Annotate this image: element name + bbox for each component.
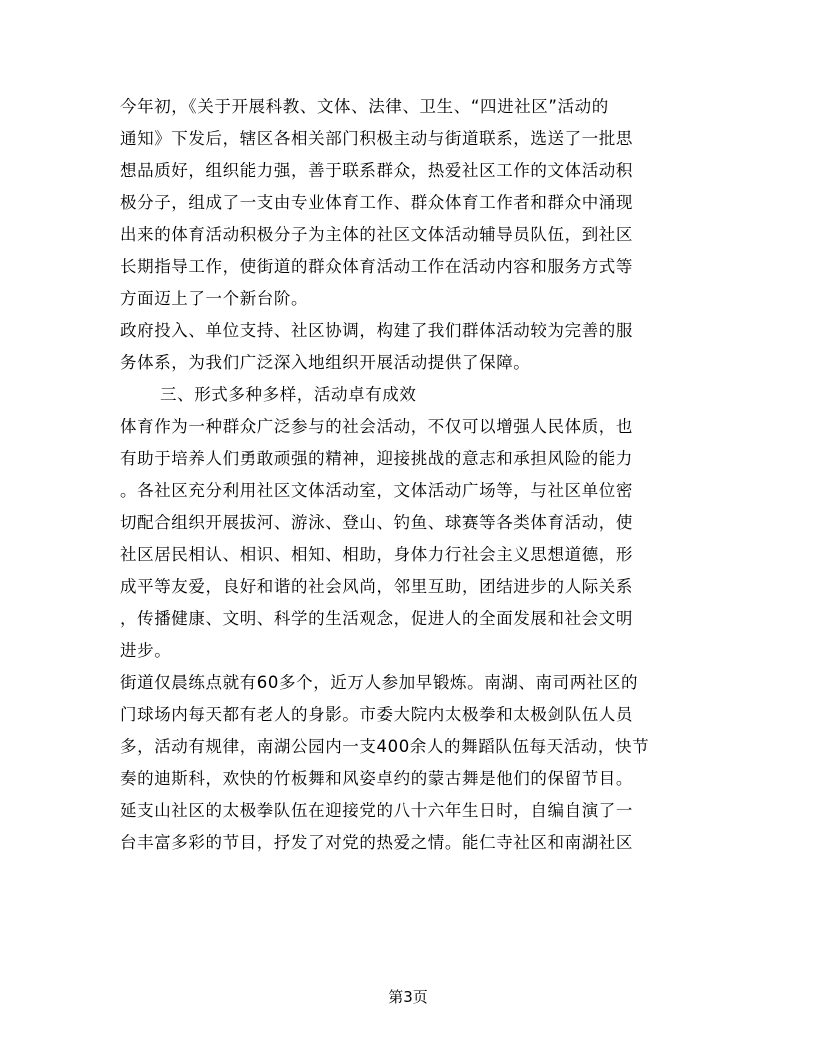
text-line: 有助于培养人们勇敢顽强的精神，迎接挑战的意志和承担风险的能力: [120, 449, 633, 468]
text-line: 政府投入、单位支持、社区协调，构建了我们群体活动较为完善的服: [120, 321, 633, 340]
text-line: 想品质好，组织能力强，善于联系群众，热爱社区工作的文体活动积: [120, 161, 633, 180]
text-line: 社区居民相认、相识、相知、相助，身体力行社会主义思想道德，形: [120, 545, 633, 564]
text-line: 延支山社区的太极拳队伍在迎接党的八十六年生日时，自编自演了一: [120, 801, 633, 820]
section-heading: 三、形式多种多样，活动卓有成效: [160, 385, 417, 404]
text-line: 通知》下发后，辖区各相关部门积极主动与街道联系，选送了一批思: [120, 129, 633, 148]
text-line: 多，活动有规律，南湖公园内一支400余人的舞蹈队伍每天活动，快节: [120, 737, 650, 756]
text-line: 奏的迪斯科，欢快的竹板舞和风姿卓约的蒙古舞是他们的保留节目。: [120, 769, 633, 788]
text-line: 。各社区充分利用社区文体活动室，文体活动广场等，与社区单位密: [120, 481, 633, 500]
paragraph-3: [120, 411, 692, 667]
text-line: 方面迈上了一个新台阶。: [120, 289, 309, 308]
text-line: ，传播健康、文明、科学的生活观念，促进人的全面发展和社会文明: [120, 609, 633, 628]
text-line: 台丰富多彩的节目，抒发了对党的热爱之情。能仁寺社区和南湖社区: [120, 833, 633, 852]
text-line: 街道仅晨练点就有60多个，近万人参加早锻炼。南湖、南司两社区的: [120, 673, 639, 692]
text-line: 长期指导工作，使街道的群众体育活动工作在活动内容和服务方式等: [120, 257, 633, 276]
text-line: 极分子，组成了一支由专业体育工作、群众体育工作者和群众中涌现: [120, 193, 633, 212]
text-line: 务体系，为我们广泛深入地组织开展活动提供了保障。: [120, 353, 531, 372]
text-line: 出来的体育活动积极分子为主体的社区文体活动辅导员队伍，到社区: [120, 225, 633, 244]
text-line: 成平等友爱，良好和谐的社会风尚，邻里互助，团结进步的人际关系: [120, 577, 633, 596]
paragraph-1: [120, 91, 692, 315]
text-line: 切配合组织开展拔河、游泳、登山、钓鱼、球赛等各类体育活动，使: [120, 513, 633, 532]
text-line: 门球场内每天都有老人的身影。市委大院内太极拳和太极剑队伍人员: [120, 705, 633, 724]
text-line: 进步。: [120, 641, 172, 660]
document-body: [120, 91, 692, 859]
page-number: 第3页: [388, 988, 428, 1006]
text-line: 今年初，《关于开展科教、文体、法律、卫生、“四进社区”活动的: [120, 97, 609, 116]
text-line: 体育作为一种群众广泛参与的社会活动，不仅可以增强人民体质，也: [120, 417, 633, 436]
paragraph-2: [120, 315, 692, 379]
paragraph-4: [120, 667, 692, 859]
